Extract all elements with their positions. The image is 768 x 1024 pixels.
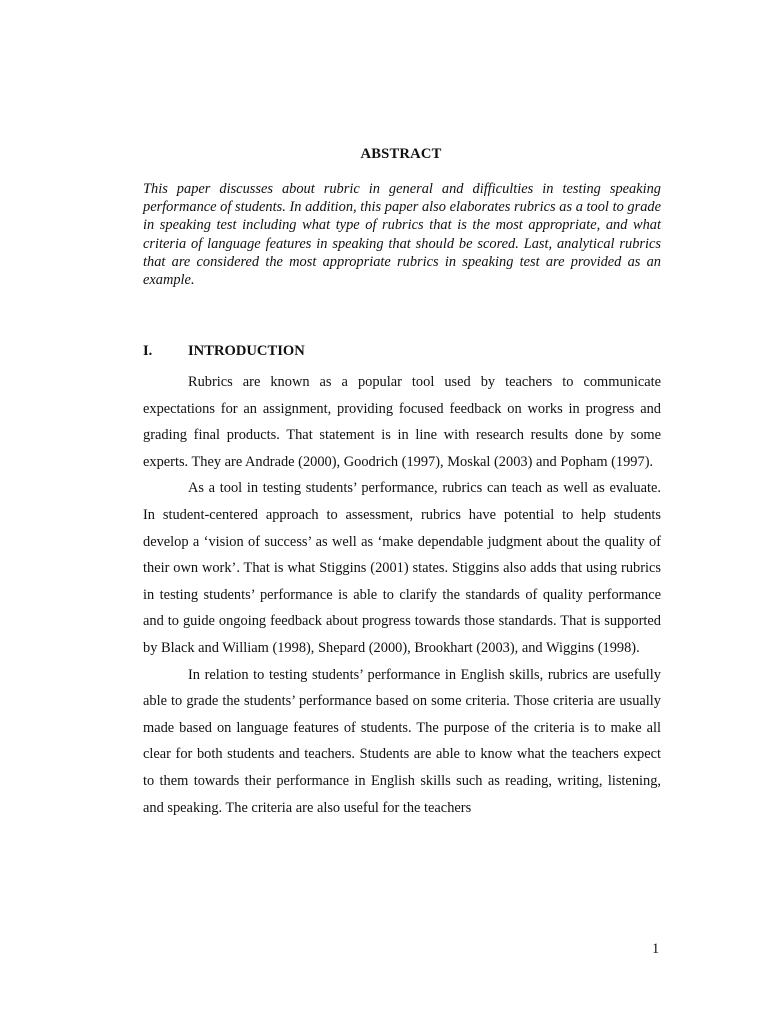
- abstract-text: This paper discusses about rubric in general and difficulties in testing speaking performance of students. In addition, this paper also elaborates rubrics as a tool to grade in speaking test including what type of rubrics that is the most appropriate, and what criteria of language features in speaking that should be scored. Last, analytical rubrics that are considered the most appropriate rubrics in speaking test are provided as an example.: [143, 181, 661, 289]
- page-number: 1: [652, 941, 660, 957]
- abstract-heading: ABSTRACT: [360, 146, 442, 162]
- section-title: INTRODUCTION: [188, 343, 305, 359]
- section-number: I.: [143, 343, 153, 359]
- paragraph: In relation to testing students’ performance in English skills, rubrics are usefully able to grade the students’ performance based on some criteria. Those criteria are usually made based on language features of students. The purpose of the criteria is to make all clear for both students and teachers. Students are able to know what the teachers expect to them towards their performance in English skills such as reading, writing, listening, and speaking. The criteria are also useful for the teachers: [143, 666, 661, 816]
- introduction-body: [143, 369, 661, 821]
- paragraph: As a tool in testing students’ performance, rubrics can teach as well as evaluate. In student-centered approach to assessment, rubrics have potential to help students develop a ‘vision of success’ as well as ‘make dependable judgment about the quality of their own work’. That is what Stiggins (2001) states. Stiggins also adds that using rubrics in testing students’ performance is able to clarify the standards of quality performance and to guide ongoing feedback about progress towards those standards. That is supported by Black and William (1998), Shepard (2000), Brookhart (2003), and Wiggins (1998).: [143, 480, 661, 656]
- section-heading: [143, 343, 305, 360]
- paragraph: Rubrics are known as a popular tool used by teachers to communicate expectations for an assignment, providing focused feedback on works in progress and grading final products. That statement is in line with research results done by some experts. They are Andrade (2000), Goodrich (1997), Moskal (2003) and Popham (1997).: [143, 374, 661, 470]
